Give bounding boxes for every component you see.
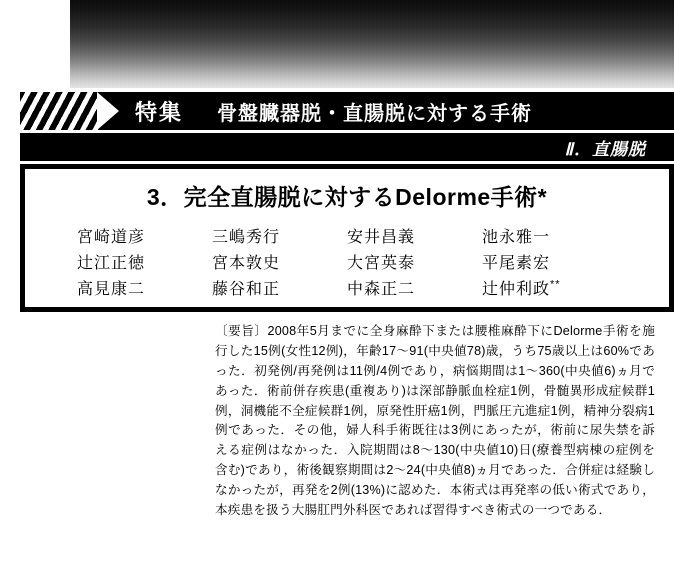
article-title-inner bbox=[25, 169, 669, 307]
section-header-bar bbox=[20, 133, 674, 161]
author-name-with-mark bbox=[482, 276, 561, 299]
author-name: 中森正二 bbox=[347, 281, 416, 298]
author-name: 宮崎道彦 bbox=[77, 229, 146, 246]
author-list bbox=[77, 224, 617, 299]
author-name: 辻江正徳 bbox=[77, 255, 146, 272]
photo-texture bbox=[70, 0, 674, 88]
author-footnote-mark: ** bbox=[550, 278, 561, 291]
author-name: 藤谷和正 bbox=[212, 281, 281, 298]
hatch-stripes-icon bbox=[20, 92, 98, 130]
abstract-block bbox=[215, 322, 655, 521]
author-name: 辻仲利政 bbox=[482, 281, 551, 298]
arrow-right-icon bbox=[97, 92, 119, 130]
feature-title: 骨盤臓器脱・直腸脱に対する手術 bbox=[217, 102, 533, 125]
author-name: 大宮英泰 bbox=[347, 255, 416, 272]
author-name: 平尾素宏 bbox=[482, 255, 551, 272]
author-name: 池永雅一 bbox=[482, 229, 551, 246]
abstract-label: 〔要旨〕 bbox=[215, 324, 268, 338]
article-title-box bbox=[20, 164, 674, 312]
feature-keyword: 特集 bbox=[135, 99, 184, 125]
feature-header-bar bbox=[20, 92, 674, 130]
abstract-text: 2008年5月までに全身麻酔下または腰椎麻酔下にDelorme手術を施行した15例(女性12例)，年齢17〜91(中央値78)歳，うち75歳以上は60%であった．初発例/再発例は11例/4例であり，病悩期間は1〜360(中央値6)ヵ月であった．術前併存疾患(重複あり)は深部静脈血栓症1例，骨髄異形成症候群1例，洞機能不全症候群1例，原発性肝癌1例，門脈圧亢進症1例，精神分裂病1例であった．その他，婦人科手術既往は3例にあったが，術前に尿失禁を訴える症例はなかった．入院期間は8〜130(中央値10)日(療養型病棟の症例を含む)であり，術後観察期間は2〜24(中央値8)ヵ月であった．合併症は経験しなかったが，再発を2例(13%)に認めた．本術式は再発率の低い術式であり，本疾患を扱う大腸肛門外科医であれば習得すべき術式の一つである． bbox=[215, 324, 655, 518]
author-name: 高見康二 bbox=[77, 281, 146, 298]
author-row bbox=[77, 224, 617, 247]
author-name: 安井昌義 bbox=[347, 229, 416, 246]
author-row bbox=[77, 276, 617, 299]
article-title: 3．完全直腸脱に対するDelorme手術* bbox=[146, 184, 548, 210]
author-name: 三嶋秀行 bbox=[212, 229, 281, 246]
author-row bbox=[77, 250, 617, 273]
abstract-paragraph bbox=[215, 322, 655, 521]
section-label: Ⅱ．直腸脱 bbox=[564, 139, 646, 159]
author-name: 宮本敦史 bbox=[212, 255, 281, 272]
header-photo bbox=[70, 0, 674, 88]
